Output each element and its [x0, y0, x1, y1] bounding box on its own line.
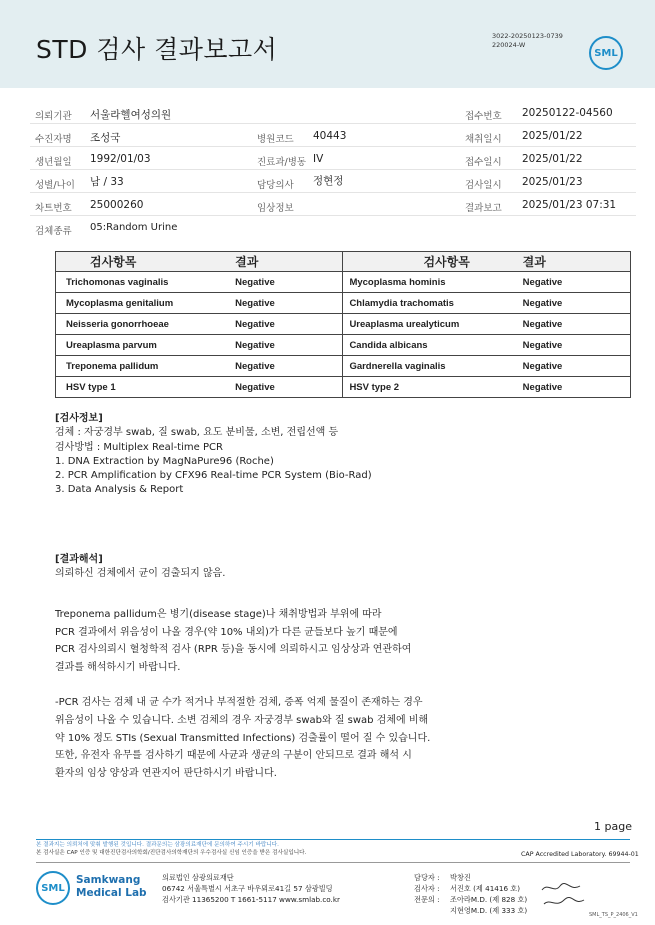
footer-divider-2: [36, 862, 630, 863]
dob-value: 1992/01/03: [90, 153, 151, 165]
item-header-left: 검사항목: [56, 252, 236, 272]
report-date-label: 결과보고: [465, 203, 502, 214]
page-number: 1 page: [594, 820, 632, 833]
interpretation-pcr-note: [55, 694, 430, 783]
result-value-right: Negative: [523, 377, 631, 398]
interpretation-line: 환자의 임상 양상과 연관지어 판단하시기 바랍니다.: [55, 768, 277, 780]
cap-accreditation: CAP Accredited Laboratory. 69944-01: [521, 851, 639, 858]
test-info-heading: [검사정보]: [55, 413, 103, 424]
item-header-right: 검사항목: [343, 252, 523, 272]
samkwang-logo: SML: [36, 871, 70, 905]
test-info-line: 검사방법 : Multiplex Real-time PCR: [55, 441, 223, 453]
staff-list: [414, 872, 527, 916]
dept-value: IV: [313, 153, 324, 165]
result-value-right: Negative: [523, 335, 631, 356]
test-info-section: [55, 412, 372, 498]
table-row: [56, 314, 631, 335]
table-row: [56, 272, 631, 293]
results-header-row: [56, 252, 631, 272]
name-value: 조성국: [90, 132, 121, 144]
interpretation-summary: 의뢰하신 검체에서 균이 검출되지 않음.: [55, 568, 226, 580]
sml-logo: SML: [589, 36, 623, 70]
result-item-left: Neisseria gonorrhoeae: [56, 314, 236, 335]
report-header: [0, 0, 655, 88]
collect-date-value: 2025/01/22: [522, 130, 583, 142]
result-value-right: Negative: [523, 272, 631, 293]
report-date-value: 2025/01/23 07:31: [522, 199, 617, 211]
doctor-value: 정현정: [313, 175, 344, 187]
dob-label: 생년월일: [35, 157, 72, 168]
collect-date-label: 채취일시: [465, 134, 502, 145]
result-item-right: Mycoplasma hominis: [343, 272, 523, 293]
name-label: 수진자명: [35, 134, 72, 145]
info-row-1: [30, 101, 636, 124]
received-date-label: 접수일시: [465, 157, 502, 168]
ward-code-label: 병원코드: [257, 134, 294, 145]
result-value-left: Negative: [235, 272, 343, 293]
result-item-left: Mycoplasma genitalium: [56, 293, 236, 314]
form-id: SML_TS_P_2406_V1: [589, 912, 638, 918]
receipt-no-value: 20250122-04560: [522, 107, 613, 119]
test-info-line: 1. DNA Extraction by MagNaPure96 (Roche): [55, 455, 274, 467]
tested-date-value: 2025/01/23: [522, 176, 583, 188]
org-address: 의료법인 삼광의료재단 06742 서울특별시 서초구 바우뫼로41길 57 삼광빌딩 검사기관 11365200 T 1661-5117 www.smlab.co.kr: [162, 873, 340, 904]
result-header-right: 결과: [523, 252, 631, 272]
test-info-line: 2. PCR Amplification by CFX96 Real-time PCR System (Bio-Rad): [55, 470, 372, 482]
result-item-right: Gardnerella vaginalis: [343, 356, 523, 377]
table-row: [56, 293, 631, 314]
interpretation-line: Treponema pallidum은 병기(disease stage)나 채취방법과 부위에 따라: [55, 609, 382, 620]
info-row-3: [30, 147, 636, 170]
result-value-left: Negative: [235, 314, 343, 335]
signature-image: [540, 880, 588, 910]
document-code: 3022-20250123-0739 220024-W: [492, 32, 563, 49]
interpretation-section: [55, 553, 225, 582]
result-item-left: HSV type 1: [56, 377, 236, 398]
interpretation-line: 결과를 해석하시기 바랍니다.: [55, 661, 181, 673]
staff-row: 지현영M.D. (제 333 호): [450, 906, 528, 915]
result-value-left: Negative: [235, 335, 343, 356]
result-item-right: HSV type 2: [343, 377, 523, 398]
interpretation-line: -PCR 검사는 검체 내 균 수가 적거나 부적절한 검체, 증폭 억제 물질이 존재하는 경우: [55, 697, 423, 708]
footer-divider: [36, 839, 630, 840]
clinical-info-label: 임상정보: [257, 203, 294, 214]
result-value-left: Negative: [235, 377, 343, 398]
info-row-5: [30, 193, 636, 216]
interpretation-treponema-note: [55, 606, 411, 676]
result-value-left: Negative: [235, 293, 343, 314]
chart-no-label: 차트번호: [35, 203, 72, 214]
result-value-right: Negative: [523, 356, 631, 377]
test-info-line: 3. Data Analysis & Report: [55, 484, 184, 496]
interpretation-line: 또한, 유전자 유무를 검사하기 때문에 사균과 생균의 구분이 안되므로 결과 해석 시: [55, 750, 412, 762]
result-value-right: Negative: [523, 314, 631, 335]
institution-label: 의뢰기관: [35, 111, 72, 122]
chart-no-value: 25000260: [90, 199, 144, 211]
table-row: [56, 356, 631, 377]
table-row: [56, 377, 631, 398]
test-info-line: 검체 : 자궁경부 swab, 질 swab, 요도 분비물, 소변, 전립선액 등: [55, 427, 339, 439]
info-row-2: [30, 124, 636, 147]
info-row-4: [30, 170, 636, 193]
staff-row: 담당자 : 박창진: [414, 873, 471, 882]
footer-notice-1: 본 결과지는 의뢰처에 맞춰 발행된 것입니다. 결과문의는 삼광의료재단에 문의하여 주시기 바랍니다.: [36, 842, 279, 848]
samkwang-name: Samkwang Medical Lab: [76, 874, 147, 899]
interpretation-line: 약 10% 정도 STIs (Sexual Transmitted Infections) 검출률이 떨어 질 수 있습니다.: [55, 732, 431, 744]
ward-code-value: 40443: [313, 130, 347, 142]
staff-row: 전문의 : 조아라M.D. (제 828 호): [414, 895, 528, 904]
sex-age-label: 성별/나이: [35, 180, 75, 191]
specimen-label: 검체종류: [35, 226, 72, 237]
dept-label: 진료과/병동: [257, 157, 307, 168]
interpretation-line: 위음성이 나올 수 있습니다. 소변 검체의 경우 자궁경부 swab와 질 swab 검체에 비해: [55, 714, 429, 726]
interpretation-heading: [결과해석]: [55, 554, 103, 565]
results-table: [55, 251, 631, 398]
specimen-value: 05:Random Urine: [90, 222, 178, 233]
institution-value: 서울라헬여성의원: [90, 109, 172, 121]
doctor-label: 담당의사: [257, 180, 294, 191]
receipt-no-label: 접수번호: [465, 111, 502, 122]
interpretation-line: PCR 검사의뢰시 혈청학적 검사 (RPR 등)을 동시에 의뢰하시고 임상상과 연관하여: [55, 644, 412, 656]
result-item-left: Treponema pallidum: [56, 356, 236, 377]
info-row-6: [30, 216, 636, 239]
interpretation-line: PCR 결과에서 위음성이 나올 경우(약 10% 내외)가 다른 균들보다 높기 때문에: [55, 626, 398, 638]
result-header-left: 결과: [235, 252, 343, 272]
result-value-left: Negative: [235, 356, 343, 377]
sex-age-value: 남 / 33: [90, 176, 124, 188]
report-title: STD 검사 결과보고서: [36, 35, 278, 64]
result-value-right: Negative: [523, 293, 631, 314]
result-item-right: Candida albicans: [343, 335, 523, 356]
result-item-right: Ureaplasma urealyticum: [343, 314, 523, 335]
result-item-left: Trichomonas vaginalis: [56, 272, 236, 293]
tested-date-label: 검사일시: [465, 180, 502, 191]
table-row: [56, 335, 631, 356]
received-date-value: 2025/01/22: [522, 153, 583, 165]
footer-notice-2: 본 검사실은 CAP 인증 및 대한진단검사의학회/진단검사의학재단의 우수검사실 신임 인증을 받은 검사실입니다.: [36, 850, 307, 856]
result-item-right: Chlamydia trachomatis: [343, 293, 523, 314]
staff-row: 검사자 : 서진호 (제 41416 호): [414, 884, 521, 893]
result-item-left: Ureaplasma parvum: [56, 335, 236, 356]
